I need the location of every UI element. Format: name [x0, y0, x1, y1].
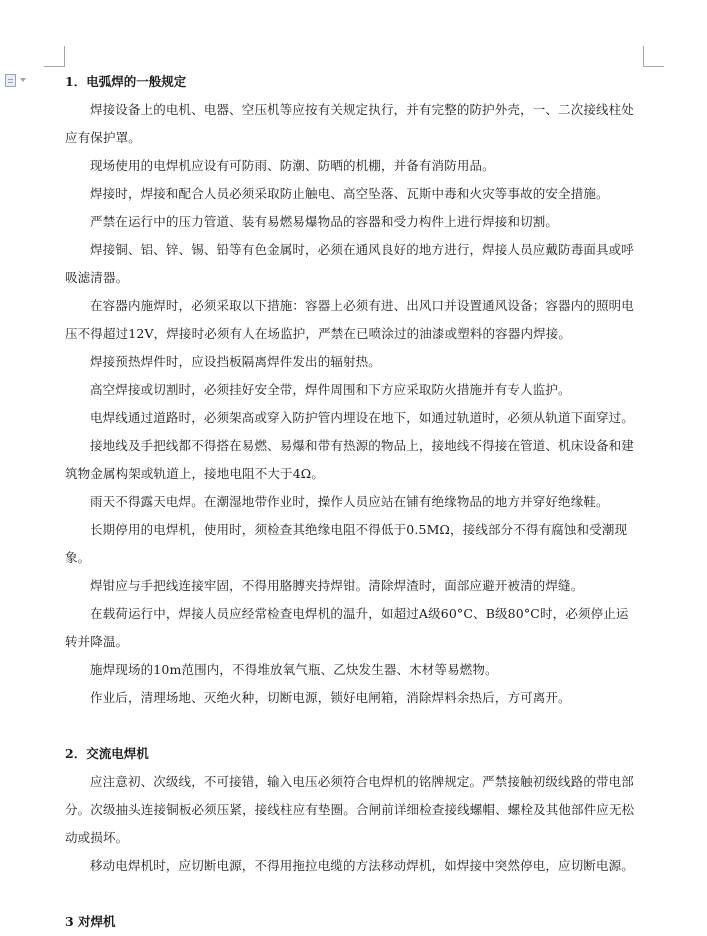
blank-line [65, 712, 640, 740]
blank-line [65, 880, 640, 908]
paragraph: 在容器内施焊时，必须采取以下措施：容器上必须有进、出风口并设置通风设备；容器内的照明电压不得超过12V，焊接时必须有人在场监护，严禁在已喷涂过的油漆或塑料的容器内焊接。 [65, 298, 634, 341]
paragraph: 焊接铜、铝、锌、锡、铅等有色金属时，必须在通风良好的地方进行，焊接人员应戴防毒面具或呼吸滤清器。 [65, 242, 634, 285]
paragraph: 严禁在运行中的压力管道、装有易燃易爆物品的容器和受力构件上进行焊接和切割。 [90, 214, 559, 229]
paragraph: 焊接时，焊接和配合人员必须采取防止触电、高空坠落、瓦斯中毒和火灾等事故的安全措施。 [90, 186, 609, 201]
crop-mark-top-right [643, 46, 664, 67]
chevron-down-icon [20, 78, 26, 82]
paragraph: 焊接设备上的电机、电器、空压机等应按有关规定执行，并有完整的防护外壳，一、二次接线柱处应有保护罩。 [65, 102, 634, 145]
paragraph: 接地线及手把线都不得搭在易燃、易爆和带有热源的物品上，接地线不得接在管道、机床设备和建筑物金属构架或轨道上，接地电阻不大于4Ω。 [65, 438, 634, 481]
paragraph: 雨天不得露天电焊。在潮湿地带作业时，操作人员应站在铺有绝缘物品的地方并穿好绝缘鞋。 [90, 494, 609, 509]
paragraph: 电焊线通过道路时，必须架高或穿入防护管内埋设在地下，如通过轨道时，必须从轨道下面穿过。 [90, 410, 634, 425]
paragraph: 在载荷运行中，焊接人员应经常检查电焊机的温升，如超过A级60°C、B级80°C时，必须停止运转并降温。 [65, 606, 629, 649]
paragraph: 焊钳应与手把线连接牢固，不得用胳膊夹持焊钳。清除焊渣时，面部应避开被清的焊缝。 [90, 578, 584, 593]
paragraph: 移动电焊机时，应切断电源，不得用拖拉电缆的方法移动焊机，如焊接中突然停电，应切断电源。 [90, 858, 634, 873]
paragraph: 作业后，清理场地、灭绝火种，切断电源，锁好电闸箱，消除焊料余热后，方可离开。 [90, 690, 571, 705]
paragraph: 现场使用的电焊机应设有可防雨、防潮、防晒的机棚，并备有消防用品。 [90, 158, 495, 173]
section-title: 2．交流电焊机 [65, 746, 149, 761]
paragraph: 高空焊接或切割时，必须挂好安全带，焊件周围和下方应采取防火措施并有专人监护。 [90, 382, 571, 397]
crop-mark-top-left [44, 46, 65, 67]
paragraph: 长期停用的电焊机，使用时，须检查其绝缘电阻不得低于0.5MΩ，接线部分不得有腐蚀和受潮现象。 [65, 522, 628, 565]
section-title: 1．电弧焊的一般规定 [65, 74, 187, 89]
paragraph: 应注意初、次级线，不可接错，输入电压必须符合电焊机的铭牌规定。严禁接触初级线路的带电部分。次级抽头连接铜板必须压紧，接线柱应有垫圈。合闸前详细检查接线螺帽、螺栓及其他部件应无松动或损坏。 [65, 774, 635, 845]
document-icon [5, 74, 16, 87]
paragraph-options-button[interactable] [5, 72, 29, 88]
paragraph: 施焊现场的10m范围内，不得堆放氧气瓶、乙炔发生器、木材等易燃物。 [90, 662, 498, 677]
section-title: 3 对焊机 [65, 914, 116, 929]
paragraph: 焊接预热焊件时，应设挡板隔离焊件发出的辐射热。 [90, 354, 381, 369]
document-page[interactable] [65, 68, 640, 936]
